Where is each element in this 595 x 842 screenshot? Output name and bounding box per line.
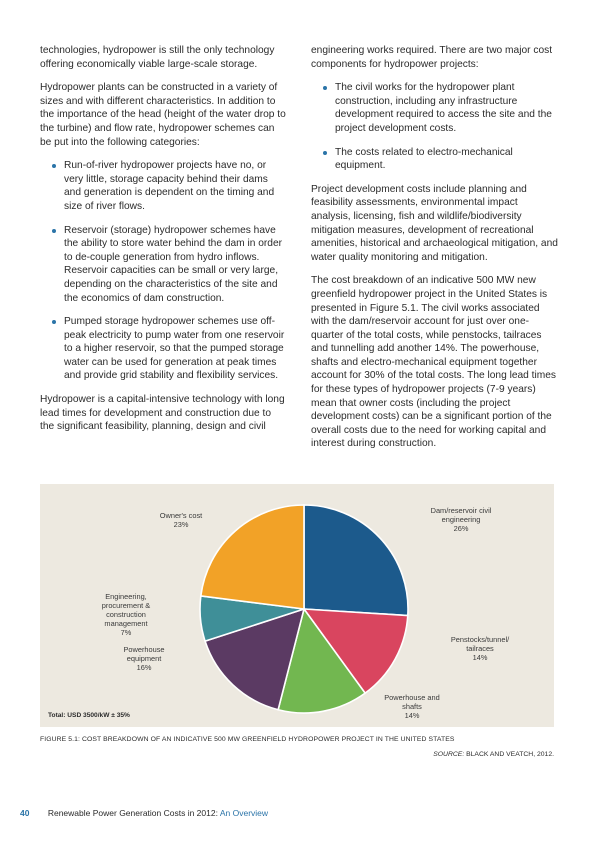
paragraph: Project development costs include planning and feasibility assessments, environmental impact analysis, licensing, fish and wildlife/biodiversity mitigation measures, development of recreational amenities, historical and archaeological mitigation, and water quality monitoring and mitigation. bbox=[311, 183, 558, 263]
list-item: Run-of-river hydropower projects have no, or very little, storage capacity behind their dams and generation is dependent on the timing and size of river flows. bbox=[40, 159, 287, 213]
bullet-list bbox=[311, 81, 558, 173]
slice-label: Owner's cost 23% bbox=[159, 511, 203, 529]
slice-label: Powerhouse and shafts 14% bbox=[384, 693, 440, 720]
pie-chart-panel bbox=[40, 484, 554, 727]
slice-label: Powerhouse equipment 16% bbox=[123, 645, 165, 672]
figure-caption: FIGURE 5.1: COST BREAKDOWN OF AN INDICATIVE 500 MW GREENFIELD HYDROPOWER PROJECT IN THE UNITED STATES bbox=[40, 736, 455, 743]
left-column bbox=[40, 44, 287, 444]
source-text: BLACK AND VEATCH, 2012. bbox=[466, 751, 554, 758]
chart-total-note: Total: USD 3500/kW ± 35% bbox=[48, 712, 130, 719]
list-item: Pumped storage hydropower schemes use off-peak electricity to pump water from one reservoir to a higher reservoir, so that the pumped storage water can be used for generation at peak times and provide grid stability and flexibility services. bbox=[40, 315, 287, 383]
pie-slice bbox=[201, 505, 304, 609]
paragraph: Hydropower plants can be constructed in a variety of sizes and with different characteristics. In addition to the importance of the head (height of the water drop to the turbine) and flow rate, hydropower schemes can be put into the following categories: bbox=[40, 82, 286, 148]
list-item: The civil works for the hydropower plant construction, including any infrastructure development required to access the site and the project development costs. bbox=[311, 81, 558, 135]
page-footer bbox=[20, 808, 268, 818]
slice-label: Penstocks/tunnel/ tailraces 14% bbox=[450, 635, 510, 662]
source-label: SOURCE: bbox=[433, 751, 465, 758]
report-title: Renewable Power Generation Costs in 2012: bbox=[47, 808, 218, 818]
report-subtitle: An Overview bbox=[219, 808, 269, 818]
right-column bbox=[311, 44, 558, 461]
pie-slice bbox=[304, 505, 408, 616]
bullet-list bbox=[40, 159, 287, 383]
paragraph: engineering works required. There are two major cost components for hydropower projects: bbox=[311, 45, 553, 70]
figure-source bbox=[433, 751, 554, 758]
pie-chart bbox=[40, 484, 554, 727]
paragraph: The cost breakdown of an indicative 500 MW new greenfield hydropower project in the United States is presented in Figure 5.1. The civil works associated with the dam/reservoir account for just over one-quarter of the total costs, while penstocks, tailraces and tunnelling add another 14%. The powerhouse, shafts and electro-mechanical equipment together account for 30% of the total costs. The long lead times for these types of hydropower projects (7-9 years) mean that owner costs (including the project development costs) can be a significant portion of the overall costs due to the need for working capital and interest during construction. bbox=[311, 275, 557, 450]
slice-label: Engineering, procurement & construction management 7% bbox=[101, 592, 151, 637]
paragraph: Hydropower is a capital-intensive technology with long lead times for development and construction due to the significant feasibility, planning, design and civil bbox=[40, 394, 285, 433]
paragraph: technologies, hydropower is still the only technology offering economically viable large-scale storage. bbox=[40, 45, 275, 70]
slice-label: Dam/reservoir civil engineering 26% bbox=[430, 506, 492, 533]
list-item: Reservoir (storage) hydropower schemes have the ability to store water behind the dam in order to de-couple generation from hydro inflows. Reservoir capacities can be small or very large, depending on the characteristics of the site and the economics of dam construction. bbox=[40, 224, 287, 306]
page-number: 40 bbox=[20, 808, 30, 818]
list-item: The costs related to electro-mechanical equipment. bbox=[311, 146, 558, 173]
